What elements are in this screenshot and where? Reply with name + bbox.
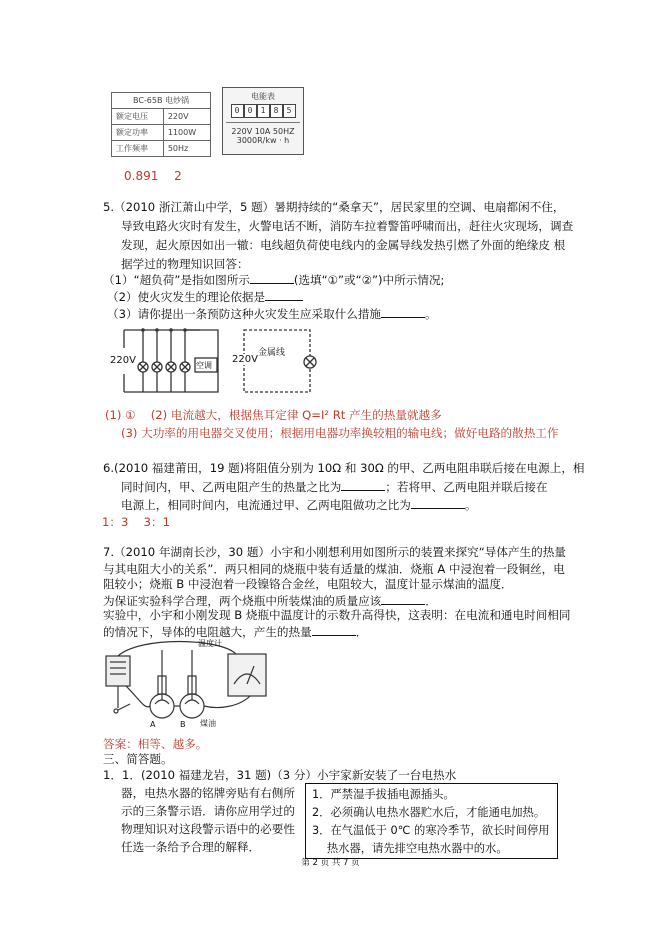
answer-blank	[250, 272, 294, 284]
q7-line-6-text: ．	[355, 625, 368, 639]
q5-line: 发现，起火原因如出一辙：电线超负荷使电线内的金属导线发热引燃了外面的绝缘皮 根	[121, 238, 566, 252]
spec-value: 1100W	[163, 125, 210, 141]
meter-rating: 220V 10A 50HZ	[231, 127, 295, 136]
answer-blank	[381, 306, 425, 318]
q8-left-line: 示的三条警示语．请你应用学过的	[121, 804, 295, 818]
spec-label: 额定电压	[112, 109, 164, 125]
q5-sub3-text: （3）请你提出一条预防这种火灾发生应采取什么措施	[107, 307, 382, 321]
answer-blank	[265, 289, 303, 301]
q8-line-1	[103, 768, 456, 783]
q7-line-4-text: 为保证实验科学合理，两个烧瓶中所装煤油的质量应该	[103, 594, 382, 608]
q7-answer: 答案：相等、越多。	[103, 737, 208, 751]
q8-left-line: 器，电热水器的铭牌旁贴有右侧所	[121, 786, 295, 800]
meter-digit: 5	[283, 104, 296, 118]
experiment-apparatus-figure	[100, 640, 272, 732]
section-title: 三、简答题。	[103, 752, 173, 766]
q5-sub2-text: （2）使火灾发生的理论依据是	[107, 290, 266, 304]
flask-b-label: B	[180, 720, 186, 729]
fig1-voltage-label: 220V	[110, 355, 136, 366]
q6-line-3-text: 电源上，相同时间内，电流通过甲、乙两电阻做功之比为	[121, 498, 411, 512]
fig2-voltage-label: 220V	[232, 354, 258, 365]
circuit-figure-2	[232, 326, 324, 398]
page-footer: 第 2 页 共 7 页	[301, 858, 360, 868]
circuit-figure-1	[110, 326, 222, 398]
q6-line-3: 电源上，相同时间内，电流通过甲、乙两电阻做功之比为 。	[121, 498, 477, 512]
q6-line-2-text: ；若将甲、乙两电阻并联后接在	[385, 480, 548, 494]
warning-notice-box	[305, 783, 558, 859]
warning-item: 热水器，请先排空电热水器中的水。	[312, 842, 508, 855]
q5-sub1-text: （1）“超负荷”是指如图所示	[103, 273, 250, 287]
appliance-spec-table	[111, 92, 211, 153]
q7-line-6-text: 的情况下，导体的电阻越大，产生的热量	[103, 625, 312, 639]
q7-line: 实验中，小宇和小刚发现 B 烧瓶中温度计的示数升高得快，这表明：在电流和通电时间相同	[103, 608, 571, 622]
electric-meter-figure	[222, 87, 304, 155]
spec-title: BC-65B 电炒锅	[112, 93, 211, 109]
warning-item: 3．在气温低于 0℃ 的寒冷季节，欲长时间停用	[312, 824, 550, 837]
kerosene-label: 煤油	[200, 719, 216, 728]
meter-digit: 0	[244, 104, 257, 118]
q6-line-2-text: 同时间内，甲、乙两电阻产生的热量之比为	[121, 480, 342, 494]
q8-left-line: 物理知识对这段警示语中的必要性	[121, 822, 295, 836]
q8-left-line: 任选一条给予合理的解释．	[121, 840, 261, 854]
q6-answer: 1：3 3：1	[102, 515, 170, 529]
q7-line-6	[103, 624, 367, 640]
spec-value: 220V	[163, 109, 210, 125]
spec-label: 额定功率	[112, 125, 164, 141]
fig1-ac-label: 空调	[196, 361, 212, 370]
q7-line: 7.（2010 年湖南长沙，30 题）小宇和小刚想利用如图所示的装置来探究“导体产生的热量	[103, 545, 566, 559]
spec-value: 50Hz	[163, 141, 210, 157]
q5-answer-2: (3) 大功率的用电器交叉使用；根据用电器功率换较粗的输电线；做好电路的散热工作	[121, 426, 559, 440]
q5-sub1-text: (选填“①”或“②”)中所示情况;	[293, 273, 445, 287]
q5-sub2	[107, 289, 303, 305]
meter-constant: 3000R/kw · h	[236, 136, 290, 145]
q5-line: 据学过的物理知识回答：	[121, 257, 249, 271]
answer-blank	[312, 624, 356, 636]
q8-number: 1．	[103, 768, 122, 782]
q7-line-4-text: ．	[425, 594, 437, 608]
q5-sub3: （3）请你提出一条预防这种火灾发生应采取什么措施 。	[107, 307, 437, 321]
meter-digits	[223, 104, 303, 118]
warning-item: 1．严禁湿手拔插电源插头。	[312, 788, 455, 801]
q6-line-2	[121, 479, 548, 495]
meter-digit: 0	[231, 104, 244, 118]
q5-answer-1: (1) ① (2) 电流越大，根据焦耳定律 Q=I² Rt 产生的热量就越多	[105, 408, 442, 422]
answer-blank	[341, 479, 385, 491]
flask-a-label: A	[150, 720, 156, 729]
q5-sub1	[103, 272, 444, 288]
warning-item: 2．必须确认电热水器贮水后，才能通电加热。	[312, 806, 546, 819]
q7-line-4	[103, 593, 437, 609]
meter-digit: 1	[257, 104, 270, 118]
q7-line: 阻较小；烧瓶 B 中浸泡着一段镍铬合金丝，电阻较大，温度计显示煤油的温度．	[103, 577, 513, 591]
spec-label: 工作频率	[112, 141, 164, 157]
thermometer-label: 温度计	[198, 639, 222, 648]
q6-line-1: 6.(2010 福建莆田，19 题)将阻值分别为 10Ω 和 30Ω 的甲、乙两电阻串联后接在电源上，相	[103, 461, 585, 475]
meter-digit: 8	[270, 104, 283, 118]
answer-blank	[381, 593, 425, 605]
q8-line-1-text: 1．(2010 福建龙岩，31 题)（3 分）小宇家新安装了一台电热水	[121, 768, 457, 782]
meter-title: 电能表	[251, 92, 275, 101]
q7-line: 与其电阻大小的关系”．两只相同的烧瓶中装有适量的煤油．烧瓶 A 中浸泡着一段铜丝，电	[103, 562, 565, 576]
q5-line: 5.（2010 浙江萧山中学，5 题）暑期持续的“桑拿天”，居民家里的空调、电扇都闲不住，	[103, 200, 565, 214]
q5-line: 导致电路火灾时有发生，火警电话不断，消防车拉着警笛呼啸而出，赶往火灾现场，调查	[121, 219, 574, 233]
previous-answer: 0.891 2	[124, 169, 182, 183]
answer-blank	[411, 497, 465, 509]
fig2-wire-label: 金属线	[258, 348, 286, 358]
